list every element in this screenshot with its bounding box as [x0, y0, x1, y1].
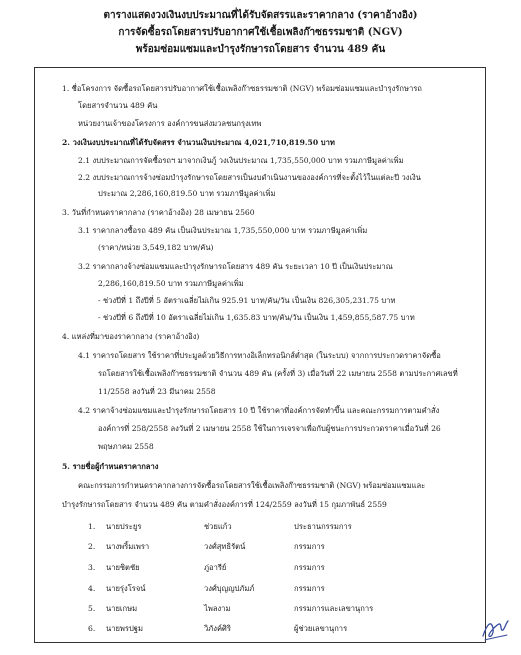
- committee-last-name: ไพลงาม: [204, 604, 231, 613]
- item-5-committee-heading: 5. รายชื่อผู้กำหนดราคากลาง: [62, 462, 159, 471]
- committee-last-name: ภู่อารีย์: [204, 563, 227, 572]
- signature-mark: [479, 614, 511, 644]
- item-5-committee-desc: คณะกรรมการกำหนดราคากลางการจัดซื้อรถโดยสารใช้เชื้อเพลิงก๊าซธรรมชาติ (NGV) พร้อมซ่อมแซมและ: [78, 481, 426, 490]
- item-4-1-bus-source-cont-2: 11/2558 ลงวันที่ 23 มีนาคม 2558: [98, 387, 216, 396]
- item-1-owner-agency: หน่วยงานเจ้าของโครงการ องค์การขนส่งมวลชนกรุงเทพ: [78, 119, 262, 128]
- item-1-project-name: 1. ชื่อโครงการ จัดซื้อรถโดยสารปรับอากาศใช้เชื้อเพลิงก๊าซธรรมชาติ (NGV) พร้อมซ่อมแซมและบำรุงรักษารถ: [62, 84, 422, 93]
- item-1-project-name-cont: โดยสารจำนวน 489 คัน: [78, 101, 158, 110]
- committee-last-name: วิภังค์ศิริ: [204, 624, 231, 633]
- item-3-1-unit-price: (ราคา/หน่วย 3,549,182 บาท/คัน): [98, 243, 214, 252]
- committee-first-name: นายประยูร: [106, 522, 142, 531]
- committee-no: 6.: [88, 624, 96, 633]
- committee-role: กรรมการ: [294, 563, 325, 572]
- item-2-budget: 2. วงเงินงบประมาณที่ได้รับจัดสรร จำนวนเงินประมาณ 4,021,710,819.50 บาท: [62, 138, 335, 147]
- item-3-1-bus-price: 3.1 ราคากลางซื้อรถ 489 คัน เป็นเงินประมาณ 1,735,550,000 บาท รวมภาษีมูลค่าเพิ่ม: [78, 226, 368, 235]
- committee-last-name: วงศ์บุญญปภัมภ์: [204, 584, 255, 593]
- item-3-2-maintenance-price: 3.2 ราคากลางจ้างซ่อมแซมและบำรุงรักษารถโดยสาร 489 คัน ระยะเวลา 10 ปี เป็นเงินประมาณ: [78, 262, 393, 271]
- item-3-2-period-2: - ช่วงปีที่ 6 ถึงปีที่ 10 อัตราเฉลี่ยไม่เกิน 1,635.83 บาท/คัน/วัน เป็นเงิน 1,459,855,587.75 บาท: [98, 313, 415, 322]
- committee-no: 2.: [88, 542, 96, 551]
- item-3-2-maintenance-price-cont: 2,286,160,819.50 บาท รวมภาษีมูลค่าเพิ่ม: [98, 279, 244, 288]
- item-4-1-bus-source: 4.1 ราคารถโดยสาร ใช้ราคาที่ประมูลด้วยวิธีการทางอิเล็กทรอนิกส์ต่ำสุด (ในระบบ) จากการประกวดราคาจัดซื้อ: [78, 351, 441, 360]
- doc-title-line-2: การจัดซื้อรถโดยสารปรับอากาศใช้เชื้อเพลิงก๊าซธรรมชาติ (NGV): [118, 27, 403, 38]
- item-5-committee-desc-cont: บำรุงรักษารถโดยสาร จำนวน 489 คัน ตามคำสั่งองค์การที่ 124/2559 ลงวันที่ 15 กุมภาพันธ์ 2559: [62, 500, 387, 509]
- item-2-2-maintenance-budget: 2.2 งบประมาณการจ้างซ่อมบำรุงรักษารถโดยสารเป็นงบดำเนินงานขององค์การที่จะตั้งไว้ในแต่ละปี วงเงิน: [78, 173, 421, 182]
- committee-role: ประธานกรรมการ: [294, 522, 352, 531]
- committee-no: 3.: [88, 563, 96, 572]
- item-4-2-maintenance-source-cont: องค์การที่ 258/2558 ลงวันที่ 2 เมษายน 2558 ใช้ในการเจรจาเพื่อกับผู้ชนะการประกวดราคาเมื่อวันที่ 26: [98, 424, 441, 433]
- item-4-2-maintenance-source: 4.2 ราคาจ้างซ่อมแซมและบำรุงรักษารถโดยสาร 10 ปี ใช้ราคาที่องค์การจัดทำขึ้น และคณะกรรมการตามคำสั่ง: [78, 406, 440, 415]
- committee-no: 1.: [88, 522, 96, 531]
- committee-no: 5.: [88, 604, 96, 613]
- item-2-1-purchase-budget: 2.1 งบประมาณการจัดซื้อรถฯ มาจากเงินกู้ วงเงินประมาณ 1,735,550,000 บาท รวมภาษีมูลค่าเพิ่ม: [78, 156, 404, 165]
- committee-role: ผู้ช่วยเลขานุการ: [294, 624, 348, 633]
- committee-first-name: นายเกษม: [106, 604, 138, 613]
- item-2-2-maintenance-budget-cont: ประมาณ 2,286,160,819.50 บาท รวมภาษีมูลค่าเพิ่ม: [98, 189, 276, 198]
- committee-first-name: นายรุ่งโรจน์: [106, 584, 146, 593]
- committee-last-name: วงศ์สุทธิรัตน์: [204, 542, 246, 551]
- committee-role: กรรมการ: [294, 542, 325, 551]
- item-4-1-bus-source-cont: รถโดยสารใช้เชื้อเพลิงก๊าซธรรมชาติ จำนวน 489 คัน (ครั้งที่ 3) เมื่อวันที่ 22 เมษายน 2558 ตามประกาศเลขที่: [98, 369, 458, 378]
- item-3-price-date: 3. วันที่กำหนดราคากลาง (ราคาอ้างอิง) 28 เมษายน 2560: [62, 208, 255, 217]
- committee-first-name: นายพรปฐม: [106, 624, 144, 633]
- doc-title-line-1: ตารางแสดงวงเงินงบประมาณที่ได้รับจัดสรรและราคากลาง (ราคาอ้างอิง): [103, 10, 418, 21]
- committee-first-name: นายชิตชัย: [106, 563, 140, 572]
- item-3-2-period-1: - ช่วงปีที่ 1 ถึงปีที่ 5 อัตราเฉลี่ยไม่เกิน 925.91 บาท/คัน/วัน เป็นเงิน 826,305,231.75 บาท: [98, 296, 396, 305]
- committee-last-name: ช่วยแก้ว: [204, 522, 232, 531]
- committee-first-name: นางพริ้มเพรา: [106, 542, 150, 551]
- committee-no: 4.: [88, 584, 96, 593]
- item-4-price-source: 4. แหล่งที่มาของราคากลาง (ราคาอ้างอิง): [62, 332, 200, 341]
- item-4-2-maintenance-source-cont-2: พฤษภาคม 2558: [98, 442, 154, 451]
- committee-role: กรรมการและเลขานุการ: [294, 604, 374, 613]
- doc-title-line-3: พร้อมซ่อมแซมและบำรุงรักษารถโดยสาร จำนวน 489 คัน: [135, 44, 386, 55]
- committee-role: กรรมการ: [294, 584, 325, 593]
